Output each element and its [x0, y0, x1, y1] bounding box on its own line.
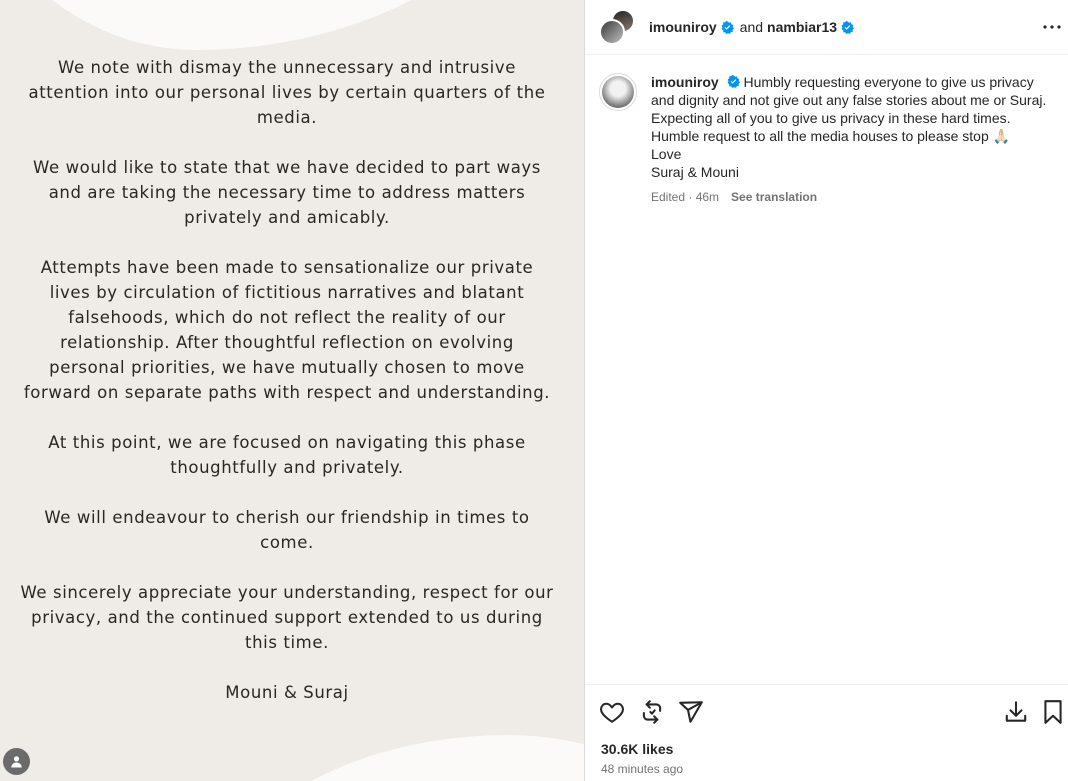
collab-avatars[interactable] — [599, 9, 635, 45]
verified-badge-icon — [727, 75, 740, 88]
download-icon — [1003, 699, 1029, 725]
like-count[interactable]: 30.6K likes — [601, 741, 674, 757]
more-options-button[interactable] — [1040, 18, 1064, 36]
statement-paragraph: Attempts have been made to sensationalize our private lives by circulation of fictitious narratives and blatant falsehoods, which do not reflect the reality of our relationship. After thoughtful reflection on evolving personal priorities, we have mutually chosen to move forward on separate paths with respect and understanding. — [23, 258, 551, 402]
caption-username[interactable]: imouniroy — [651, 74, 719, 90]
verified-badge-icon — [721, 21, 734, 34]
post-actions — [585, 684, 1068, 781]
collab-joiner: and — [739, 19, 764, 35]
post-header — [585, 0, 1068, 55]
bookmark-icon — [1042, 699, 1064, 725]
caption-text: Suraj & Mouni — [651, 164, 739, 180]
caption-text: Humbly requesting everyone to give us privacy and dignity and not give out any false stories about me or Suraj. Expecting all of you to give us privacy in these hard times. Humble request to all the media houses to please stop 🙏🏻 — [651, 74, 1047, 144]
verified-badge-icon — [841, 21, 854, 34]
post-caption — [585, 55, 1068, 206]
statement-paragraph: We note with dismay the unnecessary and intrusive attention into our personal lives by certain quarters of the media. — [28, 58, 546, 127]
user-tag-icon — [10, 755, 23, 768]
collaborator-username[interactable]: nambiar13 — [767, 19, 838, 35]
post-side-panel — [584, 0, 1068, 781]
save-button[interactable] — [1042, 699, 1064, 725]
statement-text — [20, 55, 554, 730]
post-timestamp[interactable]: 48 minutes ago — [601, 762, 684, 776]
statement-paragraph: We would like to state that we have decided to part ways and are taking the necessary time to address matters privately and amicably. — [33, 158, 541, 227]
more-icon — [1043, 25, 1061, 29]
statement-paragraph: We will endeavour to cherish our friendship in times to come. — [44, 508, 530, 552]
decorative-shape — [200, 735, 584, 781]
edited-timestamp: Edited · 46m — [651, 190, 720, 204]
decorative-shape — [0, 0, 580, 50]
download-button[interactable] — [1003, 699, 1029, 725]
share-button[interactable] — [678, 699, 704, 725]
author-username[interactable]: imouniroy — [649, 19, 717, 35]
repost-button[interactable] — [639, 699, 665, 725]
statement-paragraph: At this point, we are focused on navigating this phase thoughtfully and privately. — [48, 433, 526, 477]
user-tag-button[interactable] — [3, 748, 30, 775]
statement-signature: Mouni & Suraj — [225, 683, 349, 702]
share-icon — [678, 699, 704, 725]
statement-paragraph: We sincerely appreciate your understanding, respect for our privacy, and the continued support extended to us during this time. — [20, 583, 554, 652]
action-bar — [599, 699, 1068, 725]
caption-body — [651, 73, 1056, 206]
like-button[interactable] — [599, 699, 625, 725]
see-translation-link[interactable]: See translation — [731, 190, 818, 204]
heart-icon — [599, 699, 625, 725]
post-authors — [649, 19, 854, 35]
repost-icon — [639, 699, 665, 725]
avatar[interactable] — [599, 19, 625, 45]
caption-text: Love — [651, 146, 682, 162]
caption-meta — [651, 188, 1056, 206]
avatar[interactable] — [599, 73, 637, 111]
